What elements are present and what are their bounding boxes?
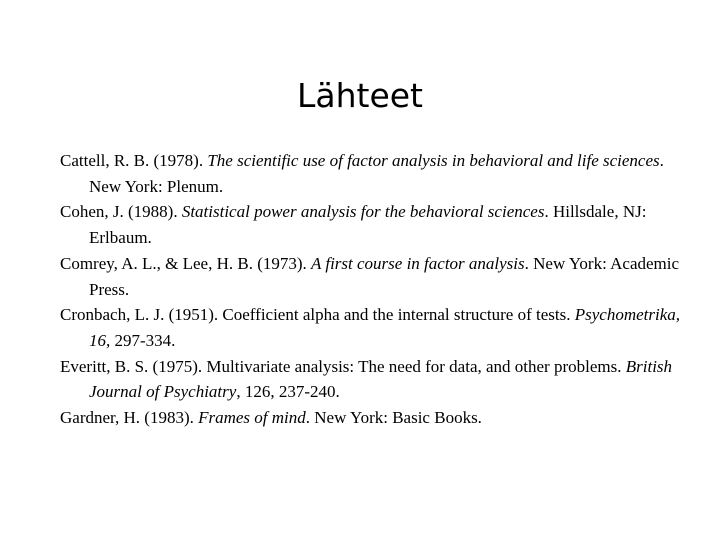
reference-item bbox=[60, 251, 680, 302]
reference-text: Everitt, B. S. (1975). Multivariate analysis: The need for data, and other problems. bbox=[60, 356, 626, 376]
reference-title: A first course in factor analysis bbox=[311, 253, 525, 273]
reference-text: Comrey, A. L., & Lee, H. B. (1973). bbox=[60, 253, 312, 273]
reference-item bbox=[60, 148, 680, 199]
reference-item bbox=[60, 199, 680, 250]
reference-text: Gardner, H. (1983). bbox=[60, 408, 199, 428]
reference-text: Cattell, R. B. (1978). bbox=[60, 151, 208, 170]
reference-title: Psychometrika, 16 bbox=[89, 305, 681, 350]
reference-item bbox=[60, 405, 680, 431]
reference-item bbox=[60, 302, 680, 353]
reference-text: Cronbach, L. J. (1951). Coefficient alpha and the internal structure of tests. bbox=[60, 305, 575, 325]
reference-publisher: . Hillsdale, NJ: Erlbaum. bbox=[89, 202, 647, 248]
slide-title: Lähteet bbox=[296, 76, 423, 115]
reference-publisher: , 126, 237-240. bbox=[236, 382, 340, 402]
reference-title: The scientific use of factor analysis in behavioral and life sciences bbox=[207, 151, 660, 170]
reference-title: British Journal of Psychiatry bbox=[89, 356, 673, 402]
reference-publisher: . New York: Basic Books. bbox=[305, 408, 482, 428]
reference-publisher: , 297-334. bbox=[106, 330, 176, 350]
reference-title: Frames of mind bbox=[198, 408, 306, 428]
reference-publisher: . New York: Plenum. bbox=[89, 151, 664, 196]
reference-text: Cohen, J. (1988). bbox=[60, 202, 182, 222]
reference-item bbox=[60, 354, 680, 405]
reference-title: Statistical power analysis for the behavioral sciences bbox=[181, 202, 545, 222]
reference-list bbox=[60, 148, 680, 431]
reference-publisher: . New York: Academic Press. bbox=[89, 253, 680, 299]
